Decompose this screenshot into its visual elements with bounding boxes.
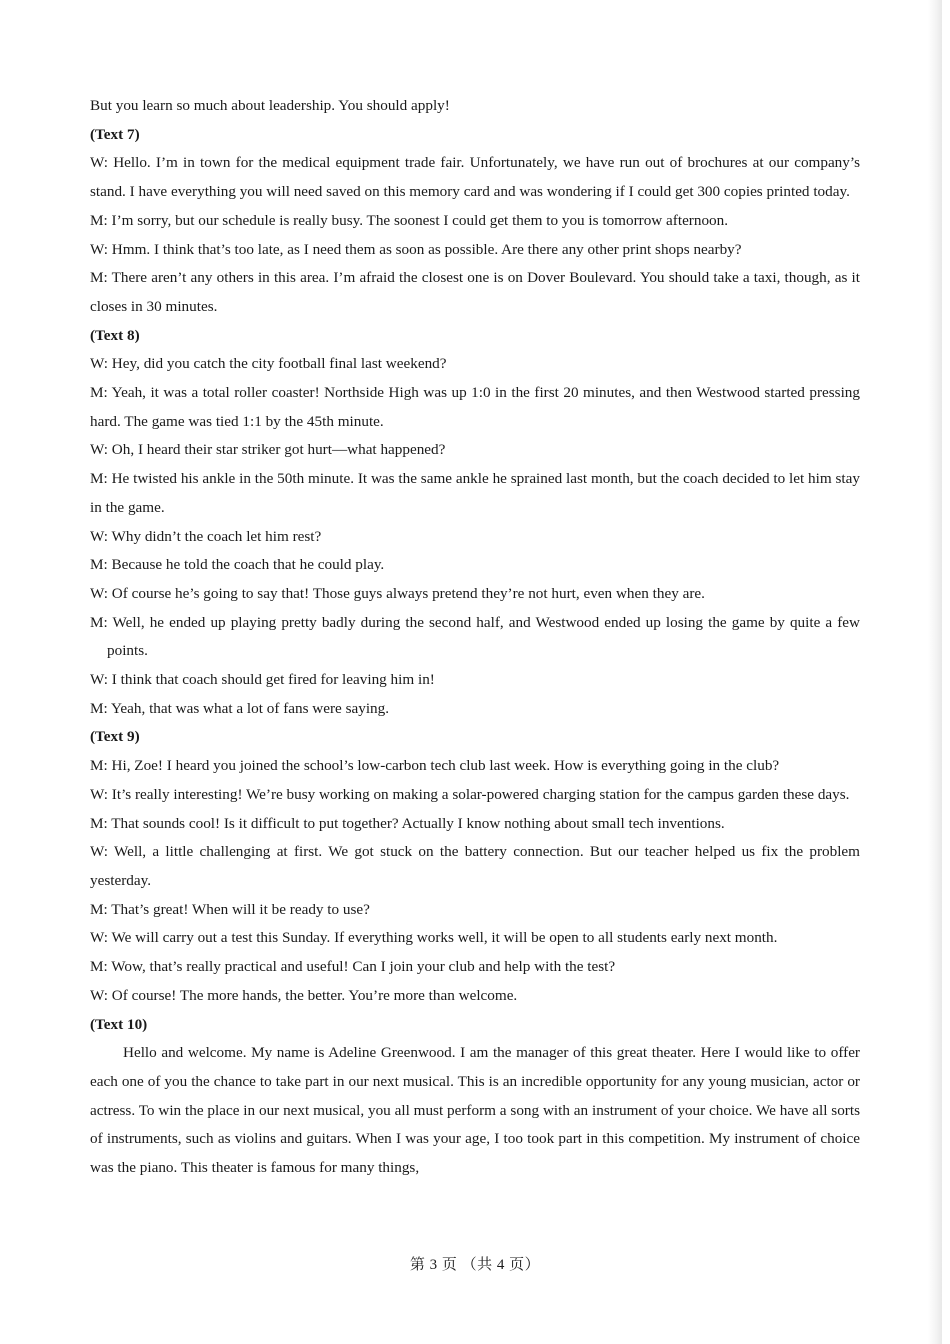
dialogue-line: M: There aren’t any others in this area. I’m afraid the closest one is on Dover Boulevard. You should take a taxi, though, as it closes in 30 minutes. [90,269,860,315]
dialogue-line: W: I think that coach should get fired for leaving him in! [90,671,435,689]
dialogue-line: M: That’s great! When will it be ready to use? [90,900,370,918]
dialogue-line: W: Hello. I’m in town for the medical equipment trade fair. Unfortunately, we have run out of brochures at our company’s stand. I have everything you will need saved on this memory card and was wondering if I could get 300 copies printed today. [90,154,860,201]
dialogue-line: W: It’s really interesting! We’re busy working on making a solar-powered charging station for the campus garden these days. [90,785,850,803]
dialogue-line: M: Wow, that’s really practical and useful! Can I join your club and help with the test? [90,958,616,976]
dialogue-line: W: Why didn’t the coach let him rest? [90,527,322,545]
dialogue-line: W: Of course he’s going to say that! Those guys always pretend they’re not hurt, even when they are. [90,584,705,602]
dialogue-line: M: Hi, Zoe! I heard you joined the school’s low-carbon tech club last week. How is everything going in the club? [90,757,780,775]
monologue-paragraph: Hello and welcome. My name is Adeline Greenwood. I am the manager of this great theater. Here I would like to offer each one of you the chance to take part in our next musical. This is an incredible opportunity for any young musician, actor or actress. To win the place in our next musical, you all must perform a song with an instrument of your choice. We have all sorts of instruments, such as violins and guitars. When I was your age, I too took part in this competition. My instrument of choice was the piano. This theater is famous for many things, [90,1044,860,1177]
dialogue-line: M: Yeah, it was a total roller coaster! Northside High was up 1:0 in the first 20 minutes, and then Westwood started pressing hard. The game was tied 1:1 by the 45th minute. [90,384,860,430]
dialogue-line: W: Well, a little challenging at first. We got stuck on the battery connection. But our teacher helped us fix the problem yesterday. [90,843,860,889]
dialogue-line: M: I’m sorry, but our schedule is really busy. The soonest I could get them to you is tomorrow afternoon. [90,211,729,229]
dialogue-line: W: Oh, I heard their star striker got hurt—what happened? [90,441,446,459]
section-heading-text9: (Text 9) [90,728,140,746]
dialogue-line: W: Hey, did you catch the city football final last weekend? [90,355,447,373]
dialogue-line: M: He twisted his ankle in the 50th minute. It was the same ankle he sprained last month, but the coach decided to let him stay in the game. [90,470,860,516]
section-heading-text8: (Text 8) [90,326,140,344]
transcript-line: But you learn so much about leadership. You should apply! [90,97,450,114]
dialogue-line: M: Yeah, that was what a lot of fans were saying. [90,699,390,717]
dialogue-line: W: Hmm. I think that’s too late, as I need them as soon as possible. Are there any other print shops nearby? [90,240,742,258]
dialogue-line: W: We will carry out a test this Sunday. If everything works well, it will be open to all students early next month. [90,929,778,947]
dialogue-line: M: That sounds cool! Is it difficult to put together? Actually I know nothing about small tech inventions. [90,814,725,832]
transcript-body [90,92,860,1183]
section-heading-text10: (Text 10) [90,1015,148,1033]
page-number-footer: 第 3 页 （共 4 页） [409,1257,541,1273]
dialogue-line: M: Well, he ended up playing pretty badly during the second half, and Westwood ended up losing the game by quite a few points. [90,613,860,660]
dialogue-line: M: Because he told the coach that he could play. [90,556,385,574]
dialogue-line: W: Of course! The more hands, the better. You’re more than welcome. [90,986,518,1004]
page-edge-shadow [928,0,942,1344]
section-heading-text7: (Text 7) [90,125,140,143]
